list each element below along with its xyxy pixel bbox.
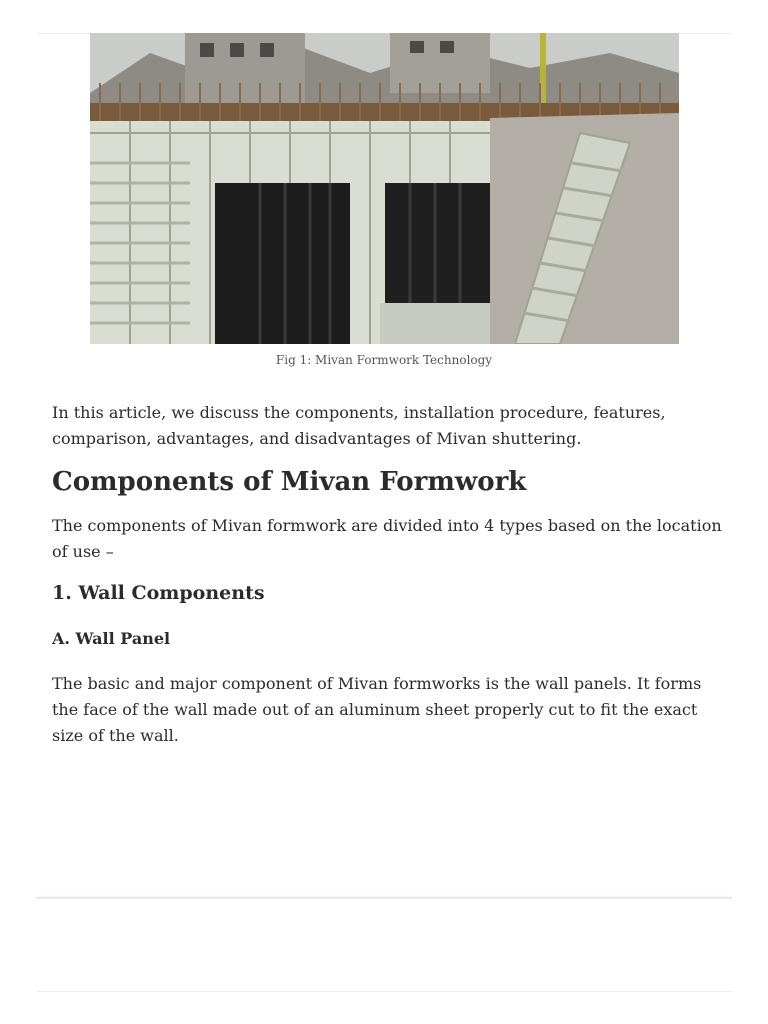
intro-paragraph: In this article, we discuss the components, installation procedure, features, comparison, advantages, and disadvantages of Mivan shuttering.	[52, 403, 666, 448]
section-intro-paragraph: The components of Mivan formwork are divided into 4 types based on the location of use –	[52, 516, 722, 561]
sub-subsection-heading: A. Wall Panel	[52, 629, 171, 648]
figure-caption: Fig 1: Mivan Formwork Technology	[275, 353, 493, 367]
mivan-formwork-illustration	[90, 33, 679, 344]
subsection-heading: 1. Wall Components	[52, 582, 265, 604]
section-heading: Components of Mivan Formwork	[52, 467, 527, 497]
wall-panel-paragraph: The basic and major component of Mivan formworks is the wall panels. It forms the face of the wall made out of an aluminum sheet properly cut to fit the exact size of the wall.	[52, 674, 702, 745]
advertisement-placeholder	[37, 897, 732, 992]
article-figure-image	[90, 33, 679, 344]
